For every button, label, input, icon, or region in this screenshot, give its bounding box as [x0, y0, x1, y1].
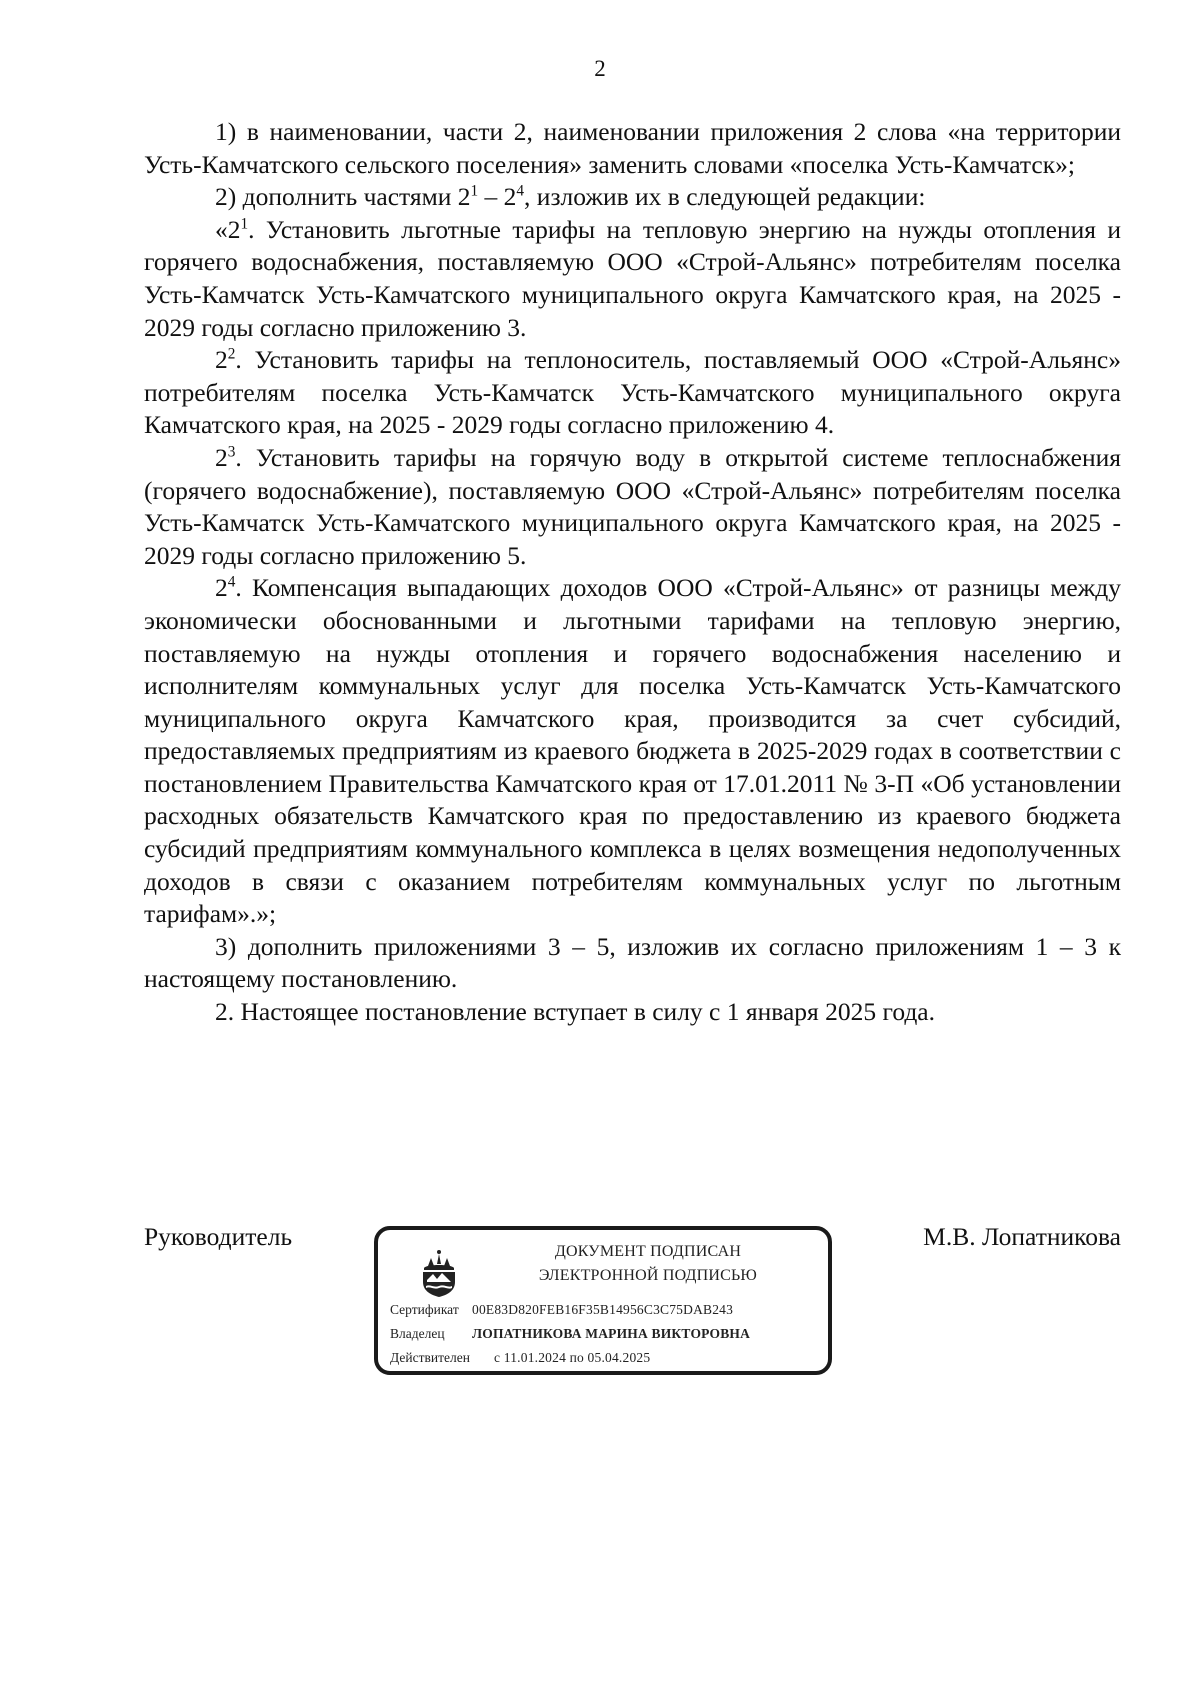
paragraph-3-text-b: . Установить льготные тарифы на тепловую энергию на нужды отопления и горячего водоснабжения, поставляемую ООО «Строй-Альянс» потребителям поселка Усть-Камчатск Усть-Камчатского муниципального округа Камчатского края, на 2025 - 2029 годы согласно приложению 3. [144, 214, 1121, 342]
paragraph-4 [144, 344, 1121, 442]
paragraph-8: 2. Настоящее постановление вступает в силу с 1 января 2025 года. [215, 997, 936, 1027]
paragraph-3 [144, 214, 1121, 344]
certificate-value: 00E83D820FEB16F35B14956C3C75DAB243 [472, 1302, 734, 1317]
signer-position: Руководитель [144, 1222, 293, 1251]
superscript: 1 [240, 215, 249, 233]
stamp-title-line-1: ДОКУМЕНТ ПОДПИСАН [554, 1243, 742, 1260]
owner-value: ЛОПАТНИКОВА МАРИНА ВИКТОРОВНА [472, 1326, 751, 1341]
certificate-label: Сертификат [390, 1302, 459, 1317]
stamp-title [468, 1240, 828, 1288]
paragraph-2-text-a: 2) дополнить частями 2 [215, 182, 471, 212]
electronic-signature-stamp [374, 1226, 832, 1375]
paragraph-4-text-a: 2 [215, 345, 228, 375]
stamp-validity-row [390, 1350, 650, 1366]
paragraph-2-text-b: – 2 [478, 182, 517, 212]
paragraph-5-text-a: 2 [215, 442, 228, 472]
superscript: 4 [516, 182, 525, 200]
superscript: 3 [227, 443, 236, 461]
coat-of-arms-icon [418, 1246, 460, 1298]
paragraph-7: 3) дополнить приложениями 3 – 5, изложив их согласно приложениям 1 – 3 к настоящему постановлению. [144, 931, 1121, 994]
paragraph-6-text-a: 2 [215, 573, 228, 603]
document-body [144, 116, 1121, 1029]
owner-label: Владелец [390, 1326, 445, 1341]
paragraph-1: 1) в наименовании, части 2, наименовании приложения 2 слова «на территории Усть-Камчатского сельского поселения» заменить словами «поселка Усть-Камчатск»; [144, 117, 1121, 179]
paragraph-5 [144, 442, 1121, 572]
paragraph-6-text-b: . Компенсация выпадающих доходов ООО «Строй-Альянс» от разницы между экономически обоснованными и льготными тарифами на тепловую энергию, поставляемую на нужды отопления и горячего водоснабжения населению и исполнителям коммунальных услуг для поселка Усть-Камчатск Усть-Камчатского муниципального округа Камчатского края, производится за счет субсидий, предоставляемых предприятиям из краевого бюджета в 2025-2029 годах в соответствии с постановлением Правительства Камчатского края от 17.01.2011 № 3-П «Об установлении расходных обязательств Камчатского края по предоставлению из краевого бюджета субсидий предприятиям коммунального комплекса в целях возмещения недополученных доходов в связи с оказанием потребителям коммунальных услуг по льготным тарифам».»; [144, 573, 1121, 929]
paragraph-2-text-c: , изложив их в следующей редакции: [524, 182, 926, 212]
validity-value: с 11.01.2024 по 05.04.2025 [494, 1350, 651, 1365]
paragraph-3-text-a: «2 [215, 214, 241, 244]
stamp-owner-row [390, 1326, 750, 1342]
paragraph-5-text-b: . Установить тарифы на горячую воду в открытой системе теплоснабжения (горячего водоснабжение), поставляемую ООО «Строй-Альянс» потребителям поселка Усть-Камчатск Усть-Камчатского муниципального округа Камчатского края, на 2025 - 2029 годы согласно приложению 5. [144, 442, 1121, 570]
paragraph-6 [144, 572, 1121, 931]
validity-label: Действителен [390, 1350, 470, 1365]
page-number: 2 [594, 56, 606, 81]
superscript: 1 [470, 182, 479, 200]
stamp-title-line-2: ЭЛЕКТРОННОЙ ПОДПИСЬЮ [538, 1267, 758, 1284]
signer-name: М.В. Лопатникова [923, 1222, 1121, 1251]
superscript: 4 [227, 573, 236, 591]
stamp-certificate-row [390, 1302, 733, 1318]
paragraph-2 [144, 181, 1121, 214]
superscript: 2 [227, 345, 236, 363]
paragraph-4-text-b: . Установить тарифы на теплоноситель, поставляемый ООО «Строй-Альянс» потребителям поселка Усть-Камчатск Усть-Камчатского муниципального округа Камчатского края, на 2025 - 2029 годы согласно приложению 4. [144, 345, 1121, 440]
